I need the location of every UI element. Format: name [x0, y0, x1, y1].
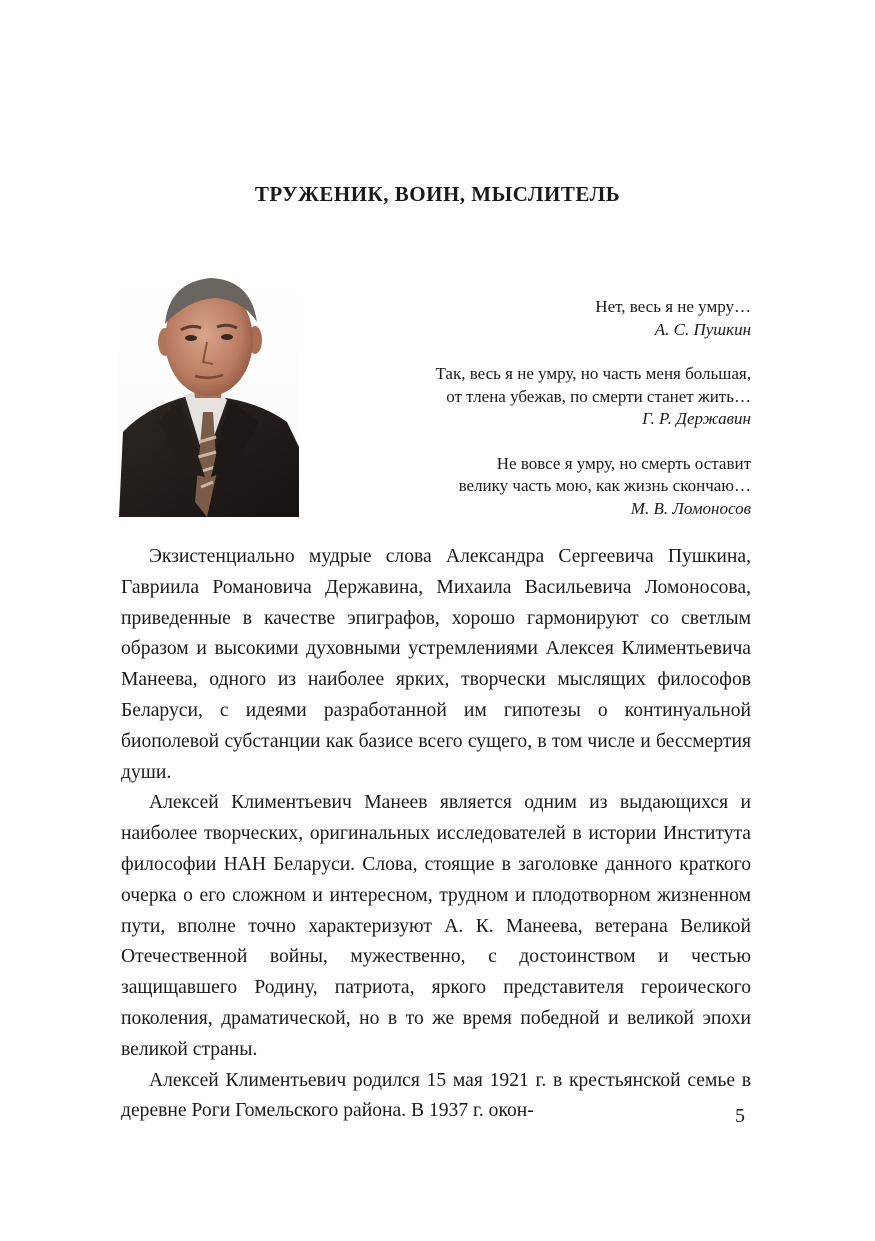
epigraph-line: Нет, весь я не умру… — [595, 297, 751, 316]
paragraph: Алексей Климентьевич Манеев является одним из выдающихся и наиболее творческих, оригинальных исследователей в истории Института философии НАН Беларуси. Слова, стоящие в заголовке данного краткого очерка о его сложном и интересном, трудном и плодотворном жизненном пути, вполне точно характеризуют А. К. Манеева, ветерана Великой Отечественной войны, мужественно, с достоинством и честью защищавшего Родину, патриота, яркого представителя героического поколения, драматической, но в то же время победной и великой эпохи великой страны. — [121, 792, 751, 1060]
epigraph-line: от тлена убежав, по смерти станет жить… — [446, 386, 751, 406]
paragraph: Экзистенциально мудрые слова Александра Сергеевича Пушкина, Гавриила Романовича Державина, Михаила Васильевича Ломоносова, приведенные в качестве эпиграфов, хорошо гармонируют со светлым образом и высокими духовными устремлениями Алексея Климентьевича Манеева, одного из наиболее ярких, творчески мыслящих философов Беларуси, с идеями разработанной им гипотезы о континуальной биополевой субстанции как базисе всего сущего, в том числе и бессмертия души. — [121, 546, 751, 783]
chapter-title: ТРУЖЕНИК, ВОИН, МЫСЛИТЕЛЬ — [254, 182, 621, 206]
epigraph-line: Так, весь я не умру, но часть меня большая, — [435, 364, 751, 383]
epigraph-author: М. В. Ломоносов — [630, 498, 751, 518]
epigraphs — [330, 296, 751, 542]
body-text — [121, 542, 751, 1127]
epigraph-line: Не вовсе я умру, но смерть оставит — [496, 453, 751, 473]
epigraph-line: велику часть мою, как жизнь скончаю… — [458, 476, 751, 495]
epigraph-derzhavin — [330, 363, 751, 431]
paragraph: Алексей Климентьевич родился 15 мая 1921 г. в крестьянской семье в деревне Роги Гомельского района. В 1937 г. окон- — [121, 1069, 751, 1122]
epigraph-author: Г. Р. Державин — [642, 409, 751, 428]
portrait-photo — [119, 272, 299, 517]
epigraph-lomonosov — [330, 453, 751, 521]
epigraph-pushkin — [330, 296, 751, 341]
page-number: 5 — [735, 1105, 745, 1127]
epigraph-author: А. С. Пушкин — [654, 319, 751, 339]
